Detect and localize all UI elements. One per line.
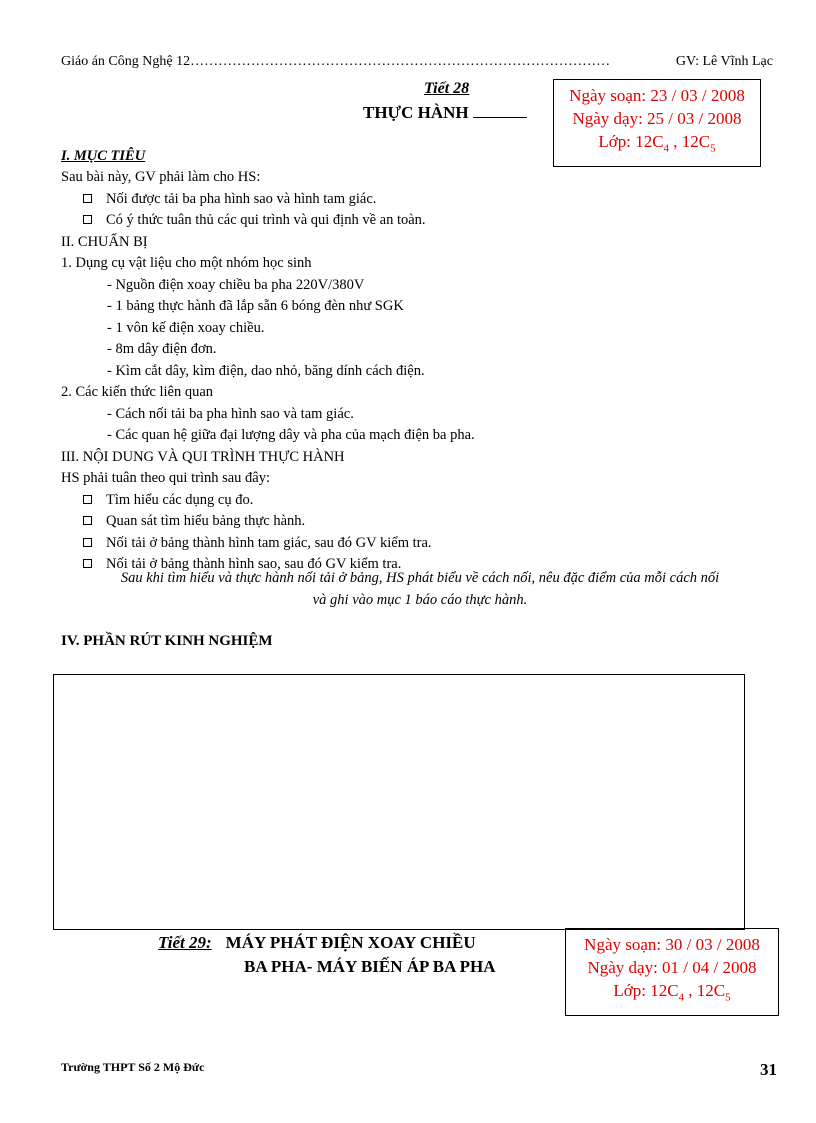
lesson29-heading — [158, 933, 496, 977]
square-bullet-icon — [83, 538, 92, 547]
lesson28-ngay-day: Ngày dạy: 25 / 03 / 2008 — [572, 109, 742, 128]
page-number: 31 — [760, 1060, 777, 1079]
section1-heading: I. MỤC TIÊU — [61, 148, 146, 164]
bullet-text: Nối tải ở bảng thành hình sao, sau đó GV kiểm tra. — [106, 556, 402, 572]
lesson29-ngay-day: Ngày dạy: 01 / 04 / 2008 — [587, 958, 757, 977]
lop-mid: , 12C — [684, 981, 726, 1000]
bullet-text: Nối tải ở bảng thành hình tam giác, sau đó GV kiểm tra. — [106, 534, 432, 551]
list-item — [61, 189, 475, 211]
list-item — [61, 511, 475, 533]
page-header — [61, 54, 773, 70]
lesson29-number: Tiết 29: — [158, 933, 212, 952]
lesson28-title — [363, 103, 527, 123]
section1-intro: Sau bài này, GV phải làm cho HS: — [61, 169, 261, 185]
section2-sub1: 1. Dụng cụ vật liệu cho một nhóm học sinh — [61, 255, 312, 271]
lop-sub2: 5 — [725, 991, 731, 1004]
lop-mid: , 12C — [669, 132, 711, 151]
list-item: - Cách nối tải ba pha hình sao và tam giác. — [107, 405, 354, 422]
lop-sub1: 4 — [663, 142, 670, 155]
conclusion-line2: và ghi vào mục 1 báo cáo thực hành. — [312, 592, 528, 608]
square-bullet-icon — [83, 215, 92, 224]
square-bullet-icon — [83, 194, 92, 203]
lesson29-title-line2: BA PHA- MÁY BIẾN ÁP BA PHA — [244, 957, 496, 976]
lop-prefix: Lớp: 12C — [613, 981, 679, 1000]
lesson28-number: Tiết 28 — [424, 80, 470, 97]
section3-heading: III. NỘI DUNG VÀ QUI TRÌNH THỰC HÀNH — [61, 448, 345, 465]
section2-heading: II. CHUẨN BỊ — [61, 233, 148, 250]
square-bullet-icon — [83, 516, 92, 525]
lesson29-ngay-soan: Ngày soạn: 30 / 03 / 2008 — [584, 935, 760, 954]
footer-school: Trường THPT Số 2 Mộ Đức — [61, 1060, 205, 1074]
list-item: - Kìm cắt dây, kìm điện, dao nhỏ, băng dính cách điện. — [107, 362, 425, 379]
list-item — [61, 490, 475, 512]
bullet-text: Có ý thức tuân thủ các qui trình và qui định về an toàn. — [106, 212, 426, 228]
title-underline — [473, 117, 527, 118]
lesson29-title-line1: MÁY PHÁT ĐIỆN XOAY CHIỀU — [225, 933, 476, 952]
section1-body — [61, 167, 475, 576]
section2-sub2: 2. Các kiến thức liên quan — [61, 384, 214, 400]
bullet-text: Nối được tải ba pha hình sao và hình tam giác. — [106, 190, 377, 207]
lop-sub1: 4 — [678, 991, 685, 1004]
lesson29-date-box — [565, 928, 779, 1016]
list-item — [61, 533, 475, 555]
notes-box[interactable] — [53, 674, 745, 930]
lesson28-date-box — [553, 79, 761, 167]
conclusion-line1: Sau khi tìm hiểu và thực hành nối tải ở bảng, HS phát biểu về cách nối, nêu đặc điểm của mỗi cách nối — [120, 570, 720, 586]
list-item: - Nguồn điện xoay chiều ba pha 220V/380V — [107, 276, 365, 293]
bullet-text: Tìm hiểu các dụng cụ đo. — [106, 491, 254, 508]
list-item: - 1 vôn kế điện xoay chiều. — [107, 319, 265, 336]
list-item — [61, 210, 475, 232]
header-right: GV: Lê Vĩnh Lạc — [675, 54, 773, 69]
lesson29-lop — [572, 979, 772, 1009]
section3-conclusion — [55, 567, 785, 611]
section3-intro: HS phải tuân theo qui trình sau đây: — [61, 470, 271, 486]
list-item: - Các quan hệ giữa đại lượng dây và pha của mạch điện ba pha. — [107, 427, 475, 443]
lop-sub2: 5 — [710, 142, 716, 155]
header-left: Giáo án Công Nghệ 12……………………………………………………………………………… — [61, 54, 611, 69]
list-item: - 1 bảng thực hành đã lắp sẵn 6 bóng đèn như SGK — [107, 298, 404, 314]
square-bullet-icon — [83, 495, 92, 504]
section4-heading: IV. PHẦN RÚT KINH NGHIỆM — [61, 633, 273, 649]
lesson28-title-text: THỰC HÀNH — [363, 103, 469, 122]
lop-prefix: Lớp: 12C — [598, 132, 664, 151]
list-item: - 8m dây điện đơn. — [107, 341, 217, 357]
bullet-text: Quan sát tìm hiểu bảng thực hành. — [106, 513, 306, 529]
lesson28-ngay-soan: Ngày soạn: 23 / 03 / 2008 — [569, 86, 745, 105]
lesson28-lop — [560, 130, 754, 160]
